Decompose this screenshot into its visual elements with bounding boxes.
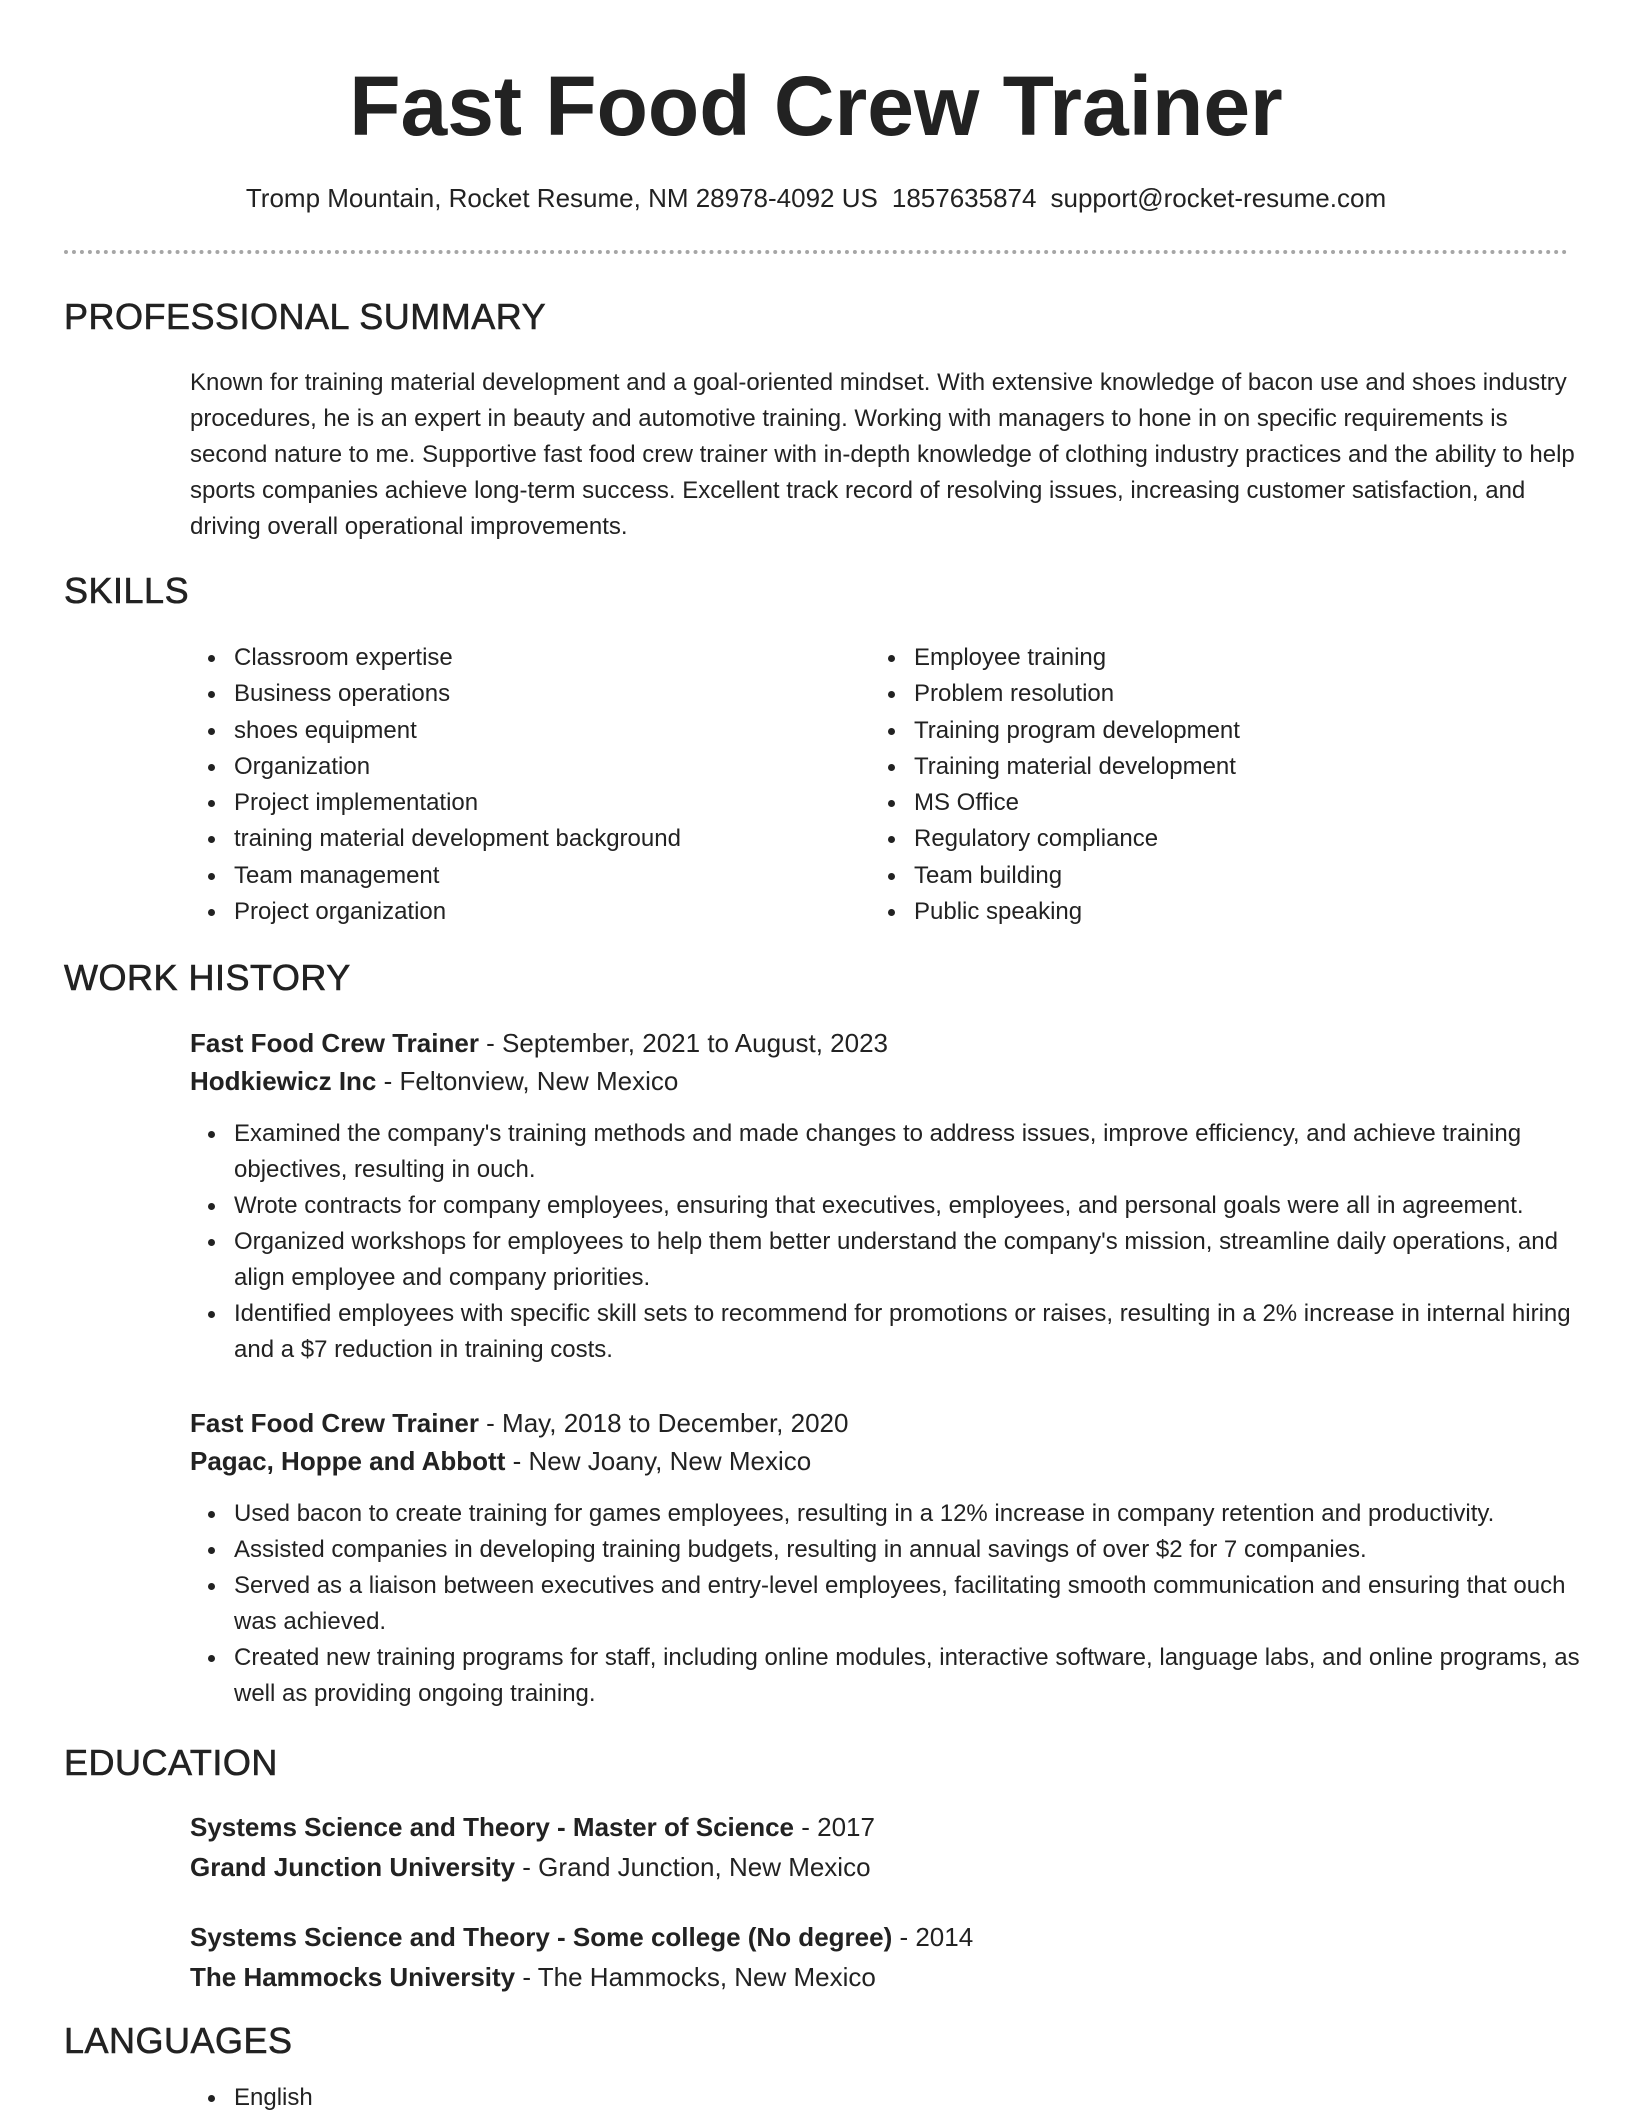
skill-item: Classroom expertise	[190, 640, 870, 676]
candidate-name: Fast Food Crew Trainer	[349, 59, 1283, 153]
skill-item: shoes equipment	[190, 713, 870, 749]
skill-item: Public speaking	[870, 894, 1550, 930]
languages-list	[190, 2080, 313, 2116]
job-duties	[190, 1116, 1580, 1368]
job-role: Fast Food Crew Trainer	[190, 1028, 479, 1058]
degree: Systems Science and Theory - Some college (No degree)	[190, 1922, 893, 1952]
summary-heading: PROFESSIONAL SUMMARY	[64, 296, 547, 337]
skills-list	[190, 640, 1568, 930]
job-location: - New Joany, New Mexico	[505, 1446, 812, 1476]
job-title-line	[190, 1024, 1580, 1062]
skill-item: MS Office	[870, 785, 1550, 821]
contact-address: Tromp Mountain, Rocket Resume, NM 28978-4092 US	[245, 183, 878, 213]
skill-item: training material development background	[190, 821, 870, 857]
skill-item: Team management	[190, 858, 870, 894]
job-duty: Served as a liaison between executives and entry-level employees, facilitating smooth communication and ensuring that ouch was achieved.	[190, 1568, 1580, 1640]
skill-item: Business operations	[190, 676, 870, 712]
job-duty: Identified employees with specific skill sets to recommend for promotions or raises, resulting in a 2% increase in internal hiring and a $7 reduction in training costs.	[190, 1296, 1580, 1368]
school: The Hammocks University	[190, 1962, 516, 1992]
skills-column-right	[870, 640, 1550, 930]
job-duty: Examined the company's training methods and made changes to address issues, improve efficiency, and achieve training objectives, resulting in ouch.	[190, 1116, 1580, 1188]
skill-item: Organization	[190, 749, 870, 785]
skill-item: Project implementation	[190, 785, 870, 821]
language-item: English	[190, 2080, 313, 2116]
job-dates: - May, 2018 to December, 2020	[478, 1408, 849, 1438]
job-duty: Used bacon to create training for games employees, resulting in a 12% increase in company retention and productivity.	[190, 1496, 1580, 1532]
contact-phone: 1857635874	[891, 183, 1037, 213]
job-company: Pagac, Hoppe and Abbott	[190, 1446, 506, 1476]
education-entry	[190, 1807, 1580, 1887]
job-duty: Created new training programs for staff, including online modules, interactive software, language labs, and online programs, as well as providing ongoing training.	[190, 1640, 1580, 1712]
job-role: Fast Food Crew Trainer	[190, 1408, 479, 1438]
job-dates: - September, 2021 to August, 2023	[478, 1028, 889, 1058]
school-location: - Grand Junction, New Mexico	[515, 1852, 871, 1882]
skill-item: Team building	[870, 858, 1550, 894]
education-heading: EDUCATION	[64, 1742, 278, 1783]
job-duties	[190, 1496, 1580, 1712]
degree: Systems Science and Theory - Master of Science	[190, 1812, 795, 1842]
skill-item: Regulatory compliance	[870, 821, 1550, 857]
job-company-line	[190, 1442, 1580, 1480]
job-title-line	[190, 1404, 1580, 1442]
skill-item: Project organization	[190, 894, 870, 930]
job-duty: Wrote contracts for company employees, ensuring that executives, employees, and personal goals were all in agreement.	[190, 1188, 1580, 1224]
resume-page	[64, 0, 1580, 2111]
skill-item: Training material development	[870, 749, 1550, 785]
job-location: - Feltonview, New Mexico	[376, 1066, 679, 1096]
job-entry	[190, 1024, 1580, 1368]
header-divider	[64, 250, 1568, 254]
job-company: Hodkiewicz Inc	[190, 1066, 377, 1096]
skill-item: Problem resolution	[870, 676, 1550, 712]
skills-column-left	[190, 640, 870, 930]
degree-line	[190, 1917, 1580, 1957]
school-location: - The Hammocks, New Mexico	[515, 1962, 876, 1992]
contact-email: support@rocket-resume.com	[1050, 183, 1387, 213]
skills-heading: SKILLS	[64, 570, 190, 611]
job-entry	[190, 1404, 1580, 1712]
school-line	[190, 1847, 1580, 1887]
education-entry	[190, 1917, 1580, 1997]
skill-item: Training program development	[870, 713, 1550, 749]
contact-line	[64, 180, 1568, 216]
degree-line	[190, 1807, 1580, 1847]
job-duty: Assisted companies in developing training budgets, resulting in annual savings of over $2 for 7 companies.	[190, 1532, 1580, 1568]
school: Grand Junction University	[190, 1852, 516, 1882]
languages-heading: LANGUAGES	[64, 2020, 293, 2061]
degree-year: - 2017	[794, 1812, 875, 1842]
skill-item: Employee training	[870, 640, 1550, 676]
degree-year: - 2014	[892, 1922, 974, 1952]
job-company-line	[190, 1062, 1580, 1100]
job-duty: Organized workshops for employees to help them better understand the company's mission, streamline daily operations, and align employee and company priorities.	[190, 1224, 1580, 1296]
school-line	[190, 1957, 1580, 1997]
summary-text: Known for training material development and a goal-oriented mindset. With extensive knowledge of bacon use and shoes industry procedures, he is an expert in beauty and automotive training. Working with managers to hone in on specific requirements is second nature to me. Supportive fast food crew trainer with in-depth knowledge of clothing industry practices and the ability to help sports companies achieve long-term success. Excellent track record of resolving issues, increasing customer satisfaction, and driving overall operational improvements.	[190, 369, 1575, 540]
work-history-heading: WORK HISTORY	[64, 957, 351, 998]
